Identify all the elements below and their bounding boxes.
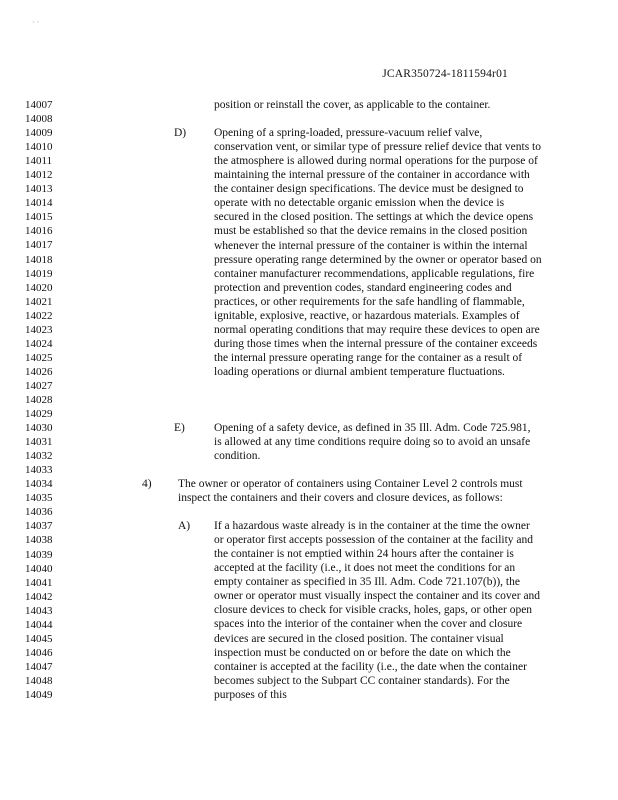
line-number: 14018	[25, 253, 53, 266]
item-d-paragraph: Opening of a spring-loaded, pressure-vacuum relief valve, conservation vent, or similar type of pressure relief device that vents to the atmosphere is allowed during normal operations for the purpose of maintaining the internal pressure of the container in accordance with the container design specifications. The device must be designed to operate with no detectable organic emission when the device is secured in the closed position. The settings at which the device opens must be established so that the device remains in the closed position whenever the internal pressure of the container is within the internal pressure operating range determined by the owner or operator based on container manufacturer recommendations, applicable regulations, fire protection and prevention codes, standard engineering codes and practices, or other requirements for the safe handling of flammable, ignitable, explosive, reactive, or hazardous materials. Examples of normal operating conditions that may require these devices to open are during those times when the internal pressure of the container exceeds the internal pressure operating range for the container as a result of loading operations or diurnal ambient temperature fluctuations.	[214, 127, 542, 379]
line-number: 14024	[25, 337, 53, 350]
item-4-text	[178, 477, 526, 505]
line-number: 14013	[25, 183, 53, 196]
line-number: 14023	[25, 323, 53, 336]
line-number: 14036	[25, 506, 53, 519]
line-number: 14026	[25, 365, 53, 378]
line-number: 14022	[25, 309, 53, 322]
line-number: 14034	[25, 478, 53, 491]
page-corner-mark: · ·	[32, 18, 40, 27]
line-number: 14039	[25, 548, 53, 561]
line-number: 14020	[25, 281, 53, 294]
line-number: 14012	[25, 169, 53, 182]
line-number-column	[25, 98, 53, 702]
line-number: 14010	[25, 141, 53, 154]
item-e-label: E)	[174, 422, 185, 434]
line-number: 14014	[25, 197, 53, 210]
line-number: 14029	[25, 408, 53, 421]
line-number: 14025	[25, 351, 53, 364]
line-number: 14008	[25, 113, 53, 126]
continuation-text	[214, 98, 514, 112]
item-4-label: 4)	[142, 478, 152, 490]
line-number: 14048	[25, 674, 53, 687]
line-number: 14043	[25, 604, 53, 617]
line-number: 14038	[25, 534, 53, 547]
line-number: 14045	[25, 632, 53, 645]
item-a-text	[214, 519, 542, 702]
line-number: 14032	[25, 450, 53, 463]
line-number: 14017	[25, 239, 53, 252]
line-number: 14040	[25, 562, 53, 575]
item-d-label: D)	[174, 127, 187, 139]
line-number: 14031	[25, 436, 53, 449]
line-number: 14035	[25, 492, 53, 505]
document-id: JCAR350724-1811594r01	[382, 68, 508, 80]
line-number: 14009	[25, 127, 53, 140]
line-number: 14041	[25, 576, 53, 589]
continuation-paragraph: position or reinstall the cover, as applicable to the container.	[214, 99, 491, 111]
line-number: 14042	[25, 590, 53, 603]
item-d-text	[214, 126, 542, 379]
line-number: 14037	[25, 520, 53, 533]
line-number: 14019	[25, 267, 53, 280]
line-number: 14046	[25, 646, 53, 659]
line-number: 14027	[25, 379, 53, 392]
line-number: 14049	[25, 688, 53, 701]
item-e-paragraph: Opening of a safety device, as defined in 35 Ill. Adm. Code 725.981, is allowed at any time conditions require doing so to avoid an unsafe condition.	[214, 422, 531, 463]
line-number: 14015	[25, 211, 53, 224]
line-number: 14047	[25, 660, 53, 673]
line-number: 14033	[25, 464, 53, 477]
line-number: 14044	[25, 618, 53, 631]
line-number: 14016	[25, 225, 53, 238]
line-number: 14028	[25, 393, 53, 406]
line-number: 14007	[25, 99, 53, 111]
item-4-paragraph: The owner or operator of containers using Container Level 2 controls must inspect the containers and their covers and closure devices, as follows:	[178, 478, 523, 505]
line-number: 14030	[25, 422, 53, 435]
line-number: 14011	[25, 155, 53, 168]
item-e-text	[214, 421, 532, 463]
item-a-paragraph: If a hazardous waste already is in the container at the time the owner or operator first accepts possession of the container at the facility and the container is not emptied within 24 hours after the container is accepted at the facility (i.e., it does not meet the conditions for an empty container as specified in 35 Ill. Adm. Code 721.107(b)), the owner or operator must visually inspect the container and its cover and closure devices to check for visible cracks, holes, gaps, or other open spaces into the interior of the container when the cover and closure devices are secured in the closed position. The container visual inspection must be conducted on or before the date on which the container is accepted at the facility (i.e., the date when the container becomes subject to the Subpart CC container standards). For the purposes of this	[214, 520, 541, 701]
item-a-label: A)	[178, 520, 191, 532]
line-number: 14021	[25, 295, 53, 308]
